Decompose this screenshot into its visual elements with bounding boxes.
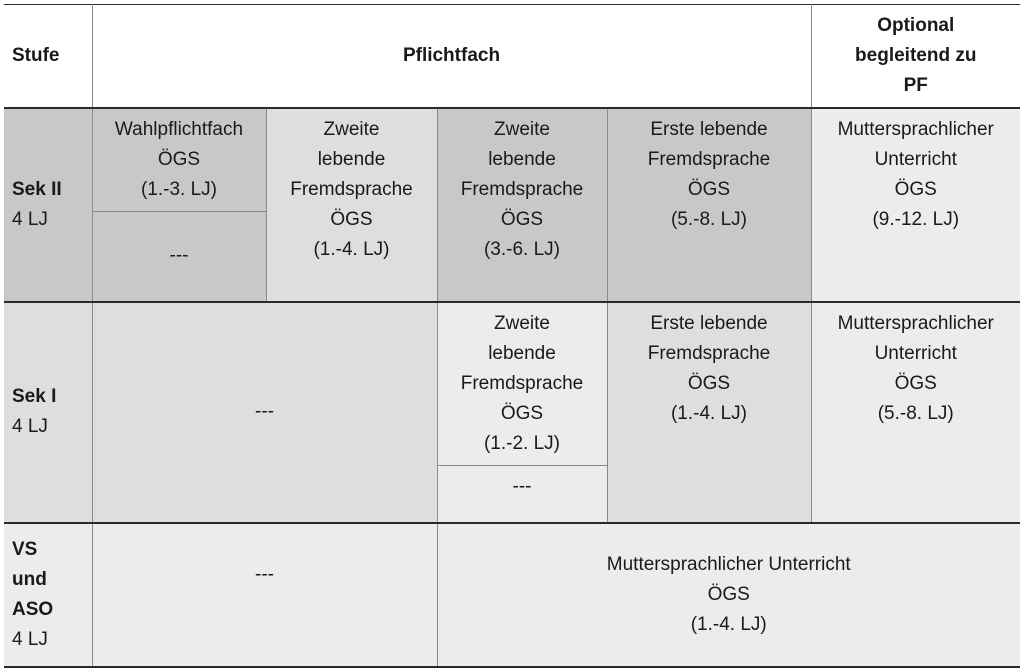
- cell-line: Muttersprachlicher: [837, 312, 994, 334]
- cell-line: Erste lebende: [650, 312, 768, 334]
- cell-line: ÖGS: [687, 179, 731, 200]
- cell-line: Zweite: [323, 119, 380, 140]
- vs-mutter: [437, 523, 1020, 667]
- sek2-wahlpflicht-empty: ---: [92, 212, 266, 302]
- stufe-name: und: [12, 569, 47, 590]
- cell-line: Unterricht: [874, 149, 957, 170]
- cell-line: Erste lebende: [650, 119, 768, 140]
- cell-line: lebende: [317, 149, 386, 170]
- cell-line: Muttersprachlicher: [837, 119, 994, 140]
- cell-line: (1.-4. LJ): [313, 239, 390, 260]
- cell-line: Unterricht: [874, 342, 957, 364]
- sek1-erste: [607, 302, 811, 524]
- row-sek1: [4, 302, 1020, 466]
- cell-line: lebende: [488, 342, 556, 364]
- stufe-sek2: [4, 108, 92, 302]
- cell-line: (9.-12. LJ): [872, 209, 960, 230]
- cell-line: ÖGS: [330, 209, 373, 230]
- cell-line: ÖGS: [500, 209, 544, 230]
- curriculum-table: [4, 4, 1020, 668]
- header-optional-line: PF: [903, 75, 928, 96]
- cell-line: (1.-4. LJ): [670, 402, 748, 424]
- row-vs: [4, 523, 1020, 667]
- sek1-optional: [811, 302, 1020, 524]
- cell-line: ÖGS: [894, 372, 937, 394]
- cell-line: (1.-2. LJ): [483, 432, 561, 454]
- sek1-empty: ---: [92, 302, 437, 524]
- sek1-zweite-empty: ---: [437, 465, 607, 523]
- header-optional: [811, 5, 1020, 109]
- cell-line: (1.-4. LJ): [690, 614, 767, 635]
- cell-line: (5.-8. LJ): [877, 402, 954, 424]
- stufe-name: VS: [12, 539, 38, 560]
- vs-empty: ---: [92, 523, 437, 667]
- cell-line: Fremdsprache: [460, 372, 584, 394]
- sek2-erste: [607, 108, 811, 302]
- sek2-wahlpflicht: [92, 108, 266, 212]
- cell-line: (5.-8. LJ): [670, 209, 748, 230]
- header-stufe: Stufe: [4, 5, 92, 109]
- cell-line: Wahlpflichtfach: [114, 119, 244, 140]
- stufe-name: Sek II: [12, 178, 62, 200]
- stufe-years: 4 LJ: [12, 416, 48, 438]
- cell-line: ÖGS: [687, 372, 731, 394]
- row-sek2: [4, 108, 1020, 212]
- cell-line: ÖGS: [500, 402, 544, 424]
- header-optional-line: Optional: [877, 15, 955, 36]
- cell-line: Fremdsprache: [647, 149, 771, 170]
- stufe-name: Sek I: [12, 386, 57, 408]
- cell-line: Fremdsprache: [290, 179, 413, 200]
- cell-line: ÖGS: [157, 149, 201, 170]
- sek1-zweite: [437, 302, 607, 466]
- cell-line: Fremdsprache: [647, 342, 771, 364]
- cell-line: (1.-3. LJ): [140, 179, 218, 200]
- stufe-sek1: [4, 302, 92, 524]
- stufe-name: ASO: [12, 599, 54, 620]
- cell-line: ÖGS: [707, 584, 750, 605]
- cell-line: Muttersprachlicher Unterricht: [606, 554, 851, 575]
- stufe-years: 4 LJ: [12, 629, 48, 650]
- header-pflichtfach: Pflichtfach: [92, 5, 811, 109]
- stufe-years: 4 LJ: [12, 208, 48, 230]
- cell-line: (3.-6. LJ): [483, 239, 561, 260]
- sek2-optional: [811, 108, 1020, 302]
- cell-line: lebende: [488, 149, 556, 170]
- header-optional-line: begleitend zu: [855, 45, 977, 66]
- header-row: [4, 5, 1020, 109]
- sek2-zweite-b: [437, 108, 607, 302]
- cell-line: Fremdsprache: [460, 179, 584, 200]
- cell-line: Zweite: [494, 119, 550, 140]
- stufe-vs: [4, 523, 92, 667]
- cell-line: ÖGS: [894, 179, 937, 200]
- cell-line: Zweite: [494, 312, 550, 334]
- sek2-zweite-a: [266, 108, 437, 302]
